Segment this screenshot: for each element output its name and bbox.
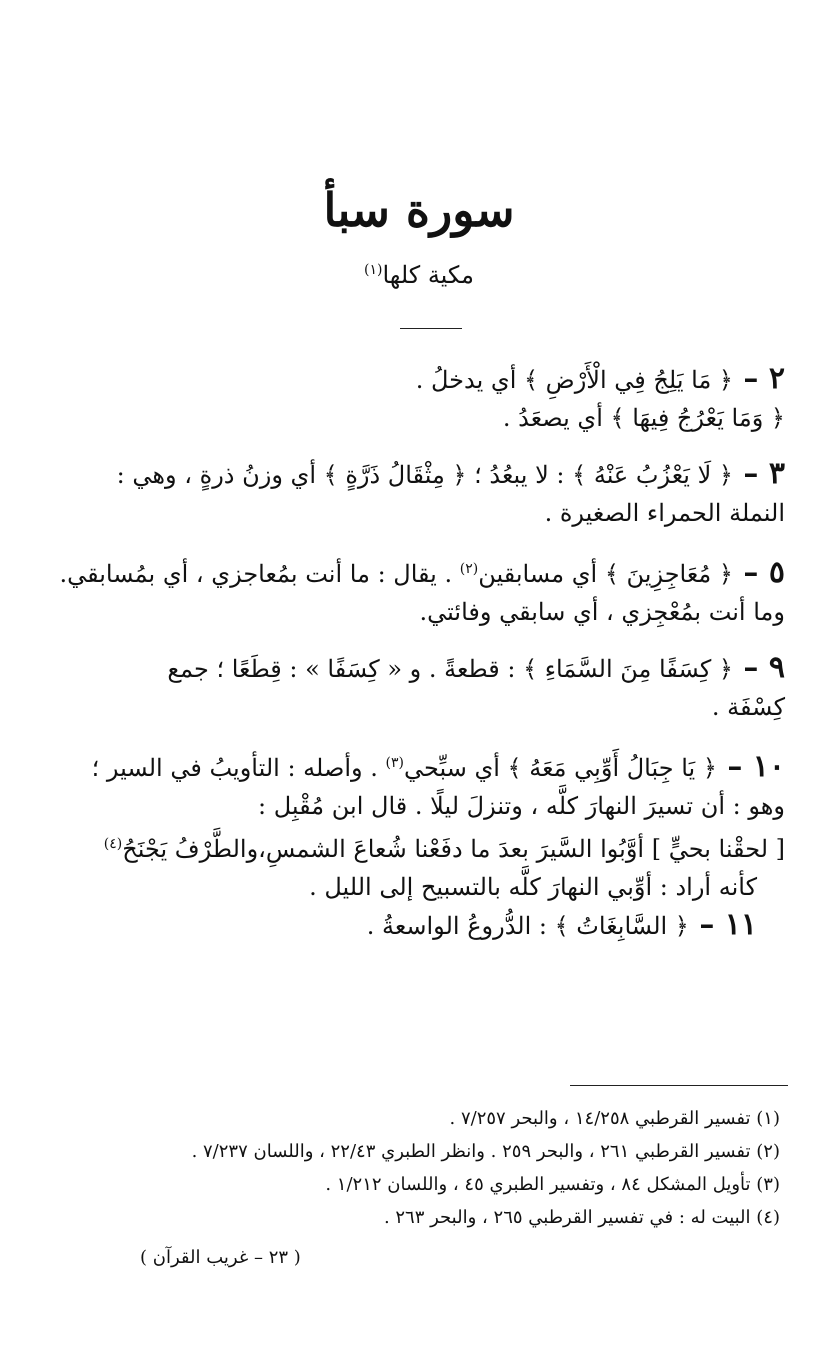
- entry-text: ﴿ يَا جِبَالُ أَوِّبِي مَعَهُ ﴾ أي سبِّحي: [403, 754, 717, 782]
- entry-text: وما أنت بمُعْجِزي ، أي سابقي وفائتي.: [419, 598, 785, 626]
- footnote-ref: (٣): [385, 755, 404, 771]
- surah-title: سورة سبأ: [323, 183, 515, 237]
- entry-gap: [95, 631, 785, 649]
- entry-line: [95, 649, 785, 688]
- entry-line: [95, 825, 785, 868]
- footnotes: [100, 1102, 780, 1234]
- entry-text: ﴿ السَّابِغَاتُ ﴾ : الدُّروعُ الواسعةُ .: [366, 912, 689, 940]
- entry-line: [95, 455, 785, 494]
- entry-text: ﴿ مَا يَلِجُ فِي الْأَرْضِ ﴾ أي يدخلُ .: [415, 366, 733, 394]
- entry-text: ﴿ مُعَاجِزِينَ ﴾ أي مسابقين: [478, 560, 733, 588]
- surah-subtitle: [0, 252, 838, 293]
- entry-line: [95, 399, 785, 437]
- entry-text: ﴿ وَمَا يَعْرُجُ فِيهَا ﴾ أي يصعَدُ .: [502, 404, 785, 432]
- entry-line: [95, 787, 785, 825]
- footnote: (٤) البيت له : في تفسير القرطبي ٢٦٥ ، والبحر ٢٦٣ .: [383, 1207, 780, 1228]
- entry-gap: [95, 437, 785, 455]
- entry-text: . يقال : ما أنت بمُعاجزي ، أي بمُسابقي.: [59, 560, 460, 588]
- page-signature: ( ٢٣ – غريب القرآن ): [140, 1247, 301, 1268]
- entry-text: كِسْفَة .: [711, 693, 785, 721]
- footnote-divider: [570, 1085, 788, 1086]
- footnote: (٣) تأويل المشكل ٨٤ ، وتفسير الطبري ٤٥ ، واللسان ١/٢١٢ .: [325, 1174, 780, 1195]
- footnote-ref: (٢): [459, 561, 479, 577]
- entry-line: [95, 906, 785, 945]
- verse-number: ٣ –: [732, 456, 785, 491]
- footnote-ref: (١): [363, 262, 383, 278]
- footnote: (٢) تفسير القرطبي ٢٦١ ، والبحر ٢٥٩ . وانظر الطبري ٢٢/٤٣ ، واللسان ٧/٢٣٧ .: [191, 1141, 780, 1162]
- footnote: (١) تفسير القرطبي ١٤/٢٥٨ ، والبحر ٧/٢٥٧ .: [449, 1108, 780, 1129]
- subtitle-text: مكية كلها: [382, 261, 475, 289]
- entry-line: [59, 550, 785, 593]
- verse-number: ١٠ –: [716, 749, 785, 784]
- entry-text: . وأصله : التأويبُ في السير ؛: [91, 754, 386, 782]
- entry-line: [95, 868, 785, 906]
- entry-text: [ لحقْنا بحيٍّ ] أوَّبُوا السَّيرَ بعدَ ما دفَعْنا شُعاعَ الشمسِ،والطَّرْفُ يَجْنَحُ: [122, 835, 785, 863]
- verse-number: ٢ –: [732, 361, 785, 396]
- entry-line: [95, 593, 785, 631]
- entry-line: [95, 360, 785, 399]
- entry-line: [95, 494, 785, 532]
- verse-number: ٩ –: [732, 650, 785, 685]
- verse-number: ١١ –: [688, 907, 757, 942]
- footnote-ref: (٤): [103, 836, 123, 852]
- entry-text: النملة الحمراء الصغيرة .: [544, 499, 785, 527]
- entry-text: ﴿ كِسَفًا مِنَ السَّمَاءِ ﴾ : قطعةً . و « كِسَفًا » : قِطَعًا ؛ جمع: [167, 655, 733, 683]
- entry-text: وهو : أن تسيرَ النهارَ كلَّه ، وتنزلَ ليلًا . قال ابن مُقْبِل :: [258, 792, 785, 820]
- entry-text: كأنه أراد : أوِّبي النهارَ كلَّه بالتسبيح إلى الليل .: [309, 873, 757, 901]
- entry-gap: [95, 726, 785, 744]
- entry-line: [91, 744, 785, 787]
- entry-text: ﴿ لَا يَعْزُبُ عَنْهُ ﴾ : لا يبعُدُ ؛ ﴿ مِثْقَالُ ذَرَّةٍ ﴾ أي وزنُ ذرةٍ ، وهي :: [116, 461, 733, 489]
- entry-line: [95, 688, 785, 726]
- title-divider: [400, 328, 462, 329]
- verse-number: ٥ –: [732, 555, 785, 590]
- entry-gap: [95, 532, 785, 550]
- glossary-body: [59, 360, 785, 945]
